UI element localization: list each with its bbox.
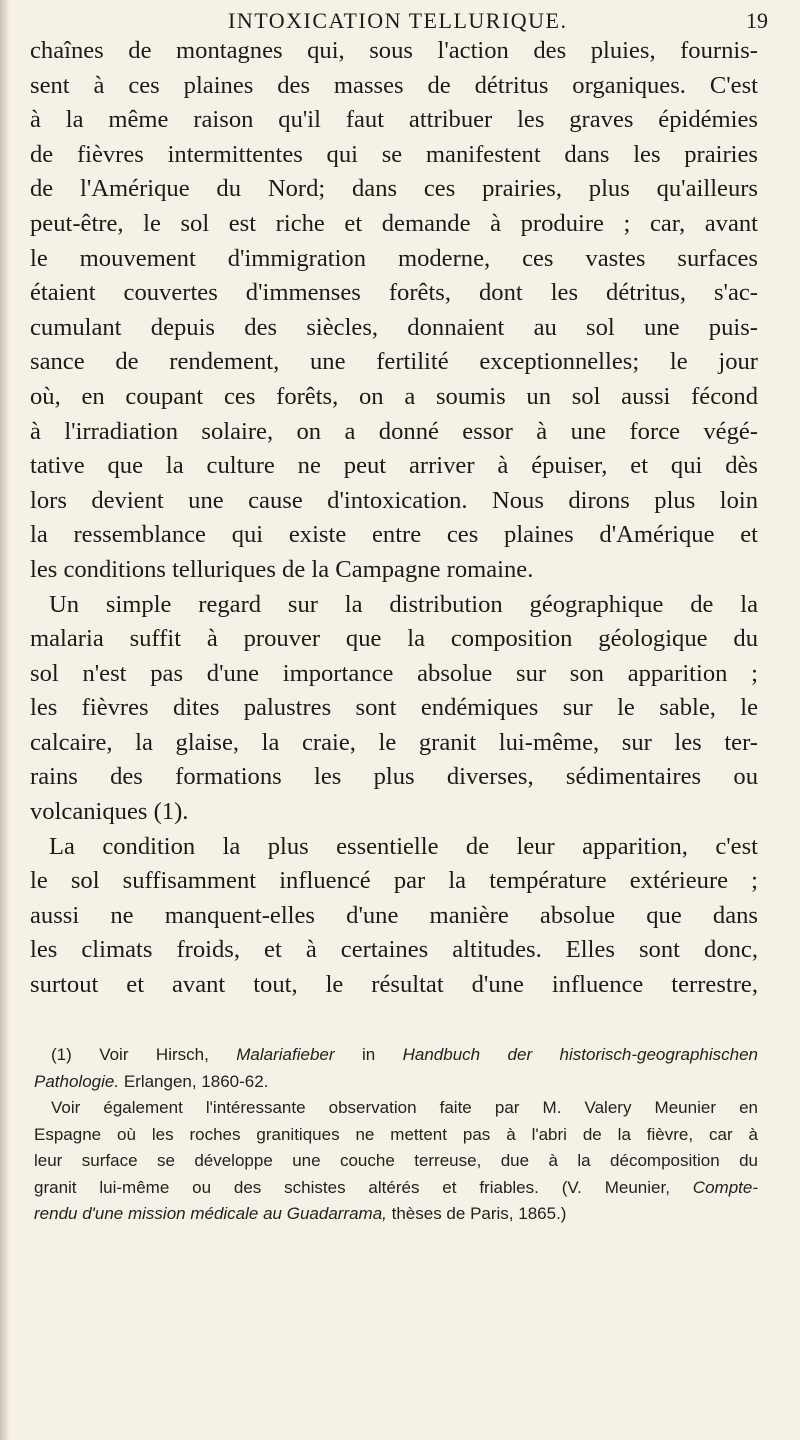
footnote-text: in — [361, 1045, 376, 1064]
text-line: cumulant depuis des siècles, donnaient au sol une puis- — [30, 313, 758, 341]
cited-book: Handbuch der historisch-geographischen — [402, 1045, 758, 1064]
footnote-text: Erlangen, 1860-62. — [123, 1071, 269, 1091]
footnote-line: leur surface se développe une couche terreuse, due à la décomposition du — [34, 1151, 758, 1170]
text-line: aussi ne manquent-elles d'une manière absolue que dans — [30, 901, 758, 929]
text-line: où, en coupant ces forêts, on a soumis un sol aussi fécond — [30, 382, 758, 410]
text-line: volcaniques (1). — [30, 798, 189, 826]
text-line: de l'Amérique du Nord; dans ces prairies, plus qu'ailleurs — [30, 175, 758, 203]
page-header — [0, 6, 800, 36]
text-line: étaient couvertes d'immenses forêts, dont les détritus, s'ac- — [30, 279, 758, 307]
footnote-text: granit lui-même ou des schistes altérés et friables. (V. Meunier, — [34, 1177, 670, 1197]
cited-book: Pathologie. — [34, 1071, 120, 1091]
page-number: 19 — [746, 8, 768, 33]
footnote-line: Espagne où les roches granitiques ne mettent pas à l'abri de la fièvre, car à — [34, 1124, 758, 1144]
footnote-marker: (1) Voir Hirsch, — [51, 1045, 209, 1064]
footnote-line: Voir également l'intéressante observation faite par M. Valery Meunier en — [51, 1098, 758, 1117]
cited-title: Compte- — [692, 1177, 758, 1197]
text-line: les conditions telluriques de la Campagne romaine. — [30, 555, 534, 583]
cited-title: Malariafieber — [236, 1045, 335, 1064]
text-line: les fièvres dites palustres sont endémiques sur le sable, le — [30, 694, 758, 722]
page-gutter-shadow — [0, 0, 10, 1440]
text-line: surtout et avant tout, le résultat d'une influence terrestre, — [30, 971, 758, 999]
footnotes — [34, 1042, 758, 1228]
text-line: la ressemblance qui existe entre ces plaines d'Amérique et — [30, 521, 758, 549]
footnote-line — [34, 1201, 758, 1228]
text-line: calcaire, la glaise, la craie, le granit lui-même, sur les ter- — [30, 728, 758, 756]
footnote-text: thèses de Paris, 1865.) — [391, 1204, 567, 1223]
text-line: La condition la plus essentielle de leur apparition, c'est — [49, 832, 758, 860]
footnote-line — [34, 1069, 758, 1096]
main-text — [30, 34, 758, 1003]
text-line: lors devient une cause d'intoxication. Nous dirons plus loin — [30, 486, 758, 514]
text-line: chaînes de montagnes qui, sous l'action des pluies, fournis- — [30, 37, 758, 64]
text-line: tative que la culture ne peut arriver à épuiser, et qui dès — [30, 452, 758, 480]
text-line: malaria suffit à prouver que la composition géologique du — [30, 625, 758, 653]
text-line: le mouvement d'immigration moderne, ces vastes surfaces — [30, 244, 758, 272]
footnote-line — [34, 1042, 758, 1069]
text-line: le sol suffisamment influencé par la température extérieure ; — [30, 867, 758, 895]
footnote-line — [34, 1175, 758, 1202]
text-line: sance de rendement, une fertilité exceptionnelles; le jour — [30, 348, 758, 376]
text-line: les climats froids, et à certaines altitudes. Elles sont donc, — [30, 936, 758, 964]
running-title: INTOXICATION TELLURIQUE. — [228, 8, 568, 33]
text-line: sol n'est pas d'une importance absolue sur son apparition ; — [30, 659, 758, 687]
text-line: à l'irradiation solaire, on a donné essor à une force végé- — [30, 417, 758, 445]
text-line: Un simple regard sur la distribution géographique de la — [49, 590, 758, 618]
text-line: à la même raison qu'il faut attribuer les graves épidémies — [30, 106, 758, 134]
text-line: de fièvres intermittentes qui se manifestent dans les prairies — [30, 140, 758, 168]
text-line: rains des formations les plus diverses, sédimentaires ou — [30, 763, 758, 791]
text-line: peut-être, le sol est riche et demande à produire ; car, avant — [30, 209, 758, 237]
text-line: sent à ces plaines des masses de détritus organiques. C'est — [30, 71, 758, 99]
cited-title: rendu d'une mission médicale au Guadarrama, — [34, 1204, 387, 1223]
